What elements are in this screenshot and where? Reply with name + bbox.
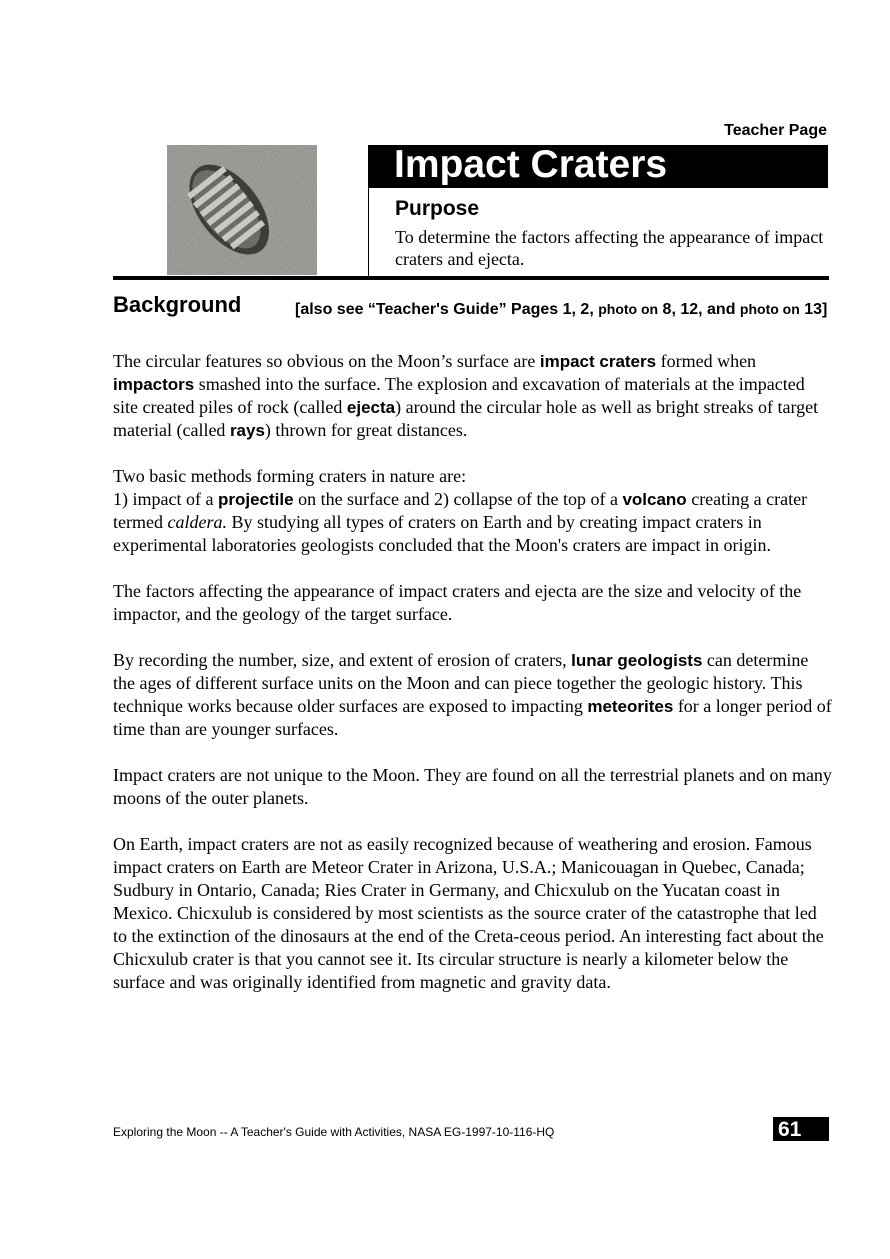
ref-text-d: photo on	[739, 301, 800, 317]
text-run: can determine the ages of different surface units on the Moon and can piece together the geologic history. This technique works because older surfaces are exposed to impacting	[113, 650, 809, 716]
text-run: ) thrown for great distances.	[264, 420, 468, 440]
text-run: ) around the circular hole as well as bright streaks of target material (called	[113, 397, 819, 440]
paragraph-4	[113, 649, 833, 741]
keyword: rays	[229, 421, 265, 440]
keyword: impact craters	[539, 352, 657, 371]
ref-text-e: 13]	[804, 301, 828, 318]
bootprint-photo-icon	[167, 145, 317, 275]
italic-term: caldera.	[167, 512, 227, 532]
teacher-page-label: Teacher Page	[724, 122, 827, 139]
keyword: volcano	[622, 490, 687, 509]
paragraph-2	[113, 465, 833, 557]
footer-citation: Exploring the Moon -- A Teacher's Guide with Activities, NASA EG-1997-10-116-HQ	[113, 1125, 555, 1139]
page-number: 61	[773, 1117, 829, 1141]
text-run: on the surface and 2) collapse of the top of a	[293, 489, 623, 509]
text-run: By studying all types of craters on Earth and by creating impact craters in experimental laboratories geologists concluded that the Moon's craters are impact in origin.	[113, 512, 772, 555]
body-text	[113, 350, 833, 1017]
paragraph-3	[113, 580, 833, 626]
text-run: Impact craters are not unique to the Moon. They are found on all the terrestrial planets and on many moons of the outer planets.	[113, 765, 832, 808]
text-run: The circular features so obvious on the Moon’s surface are	[113, 351, 540, 371]
text-run: formed when	[656, 351, 757, 371]
paragraph-5	[113, 764, 833, 810]
background-reference	[295, 298, 835, 321]
keyword: ejecta	[346, 398, 396, 417]
ref-text-a: [also see “Teacher's Guide” Pages 1, 2,	[295, 301, 594, 318]
paragraph-1	[113, 350, 833, 442]
keyword: impactors	[113, 375, 195, 394]
keyword: lunar geologists	[571, 651, 703, 670]
vertical-divider	[368, 188, 369, 276]
text-run: creating a crater termed	[113, 489, 808, 532]
section-rule	[113, 276, 829, 280]
text-run: smashed into the surface. The explosion and excavation of materials at the impacted site created piles of rock (called	[113, 374, 805, 417]
text-run: 1) impact of a	[113, 489, 218, 509]
background-heading: Background	[113, 292, 242, 317]
text-run: On Earth, impact craters are not as easily recognized because of weathering and erosion. Famous impact craters on Earth are Meteor Crater in Arizona, U.S.A.; Manicouagan in Quebec, Canada; Sudbury in Ontario, Canada; Ries Crater in Germany, and Chicxulub on the Yucatan coast in Mexico. Chicxulub is considered by most scientists as the source crater of the catastrophe that led to the extinction of the dinosaurs at the end of the Creta-ceous period. An interesting fact about the Chicxulub crater is that you cannot see it. Its circular structure is nearly a kilometer below the surface and was originally identified from magnetic and gravity data.	[113, 834, 824, 992]
page-title: Impact Craters	[368, 145, 828, 188]
ref-text-b: photo on	[598, 301, 659, 317]
text-run: By recording the number, size, and extent of erosion of craters,	[113, 650, 572, 670]
purpose-text: To determine the factors affecting the appearance of impact craters and ejecta.	[395, 227, 824, 269]
keyword: projectile	[217, 490, 294, 509]
paragraph-6	[113, 833, 833, 994]
bootprint-image	[167, 145, 317, 275]
text-run: The factors affecting the appearance of impact craters and ejecta are the size and velocity of the impactor, and the geology of the target surface.	[113, 581, 802, 624]
ref-text-c: 8, 12, and	[662, 301, 736, 318]
text-run: Two basic methods forming craters in nature are:	[113, 466, 467, 486]
purpose-heading: Purpose	[395, 197, 480, 220]
text-run: for a longer period of time than are younger surfaces.	[113, 696, 832, 739]
keyword: meteorites	[587, 697, 674, 716]
